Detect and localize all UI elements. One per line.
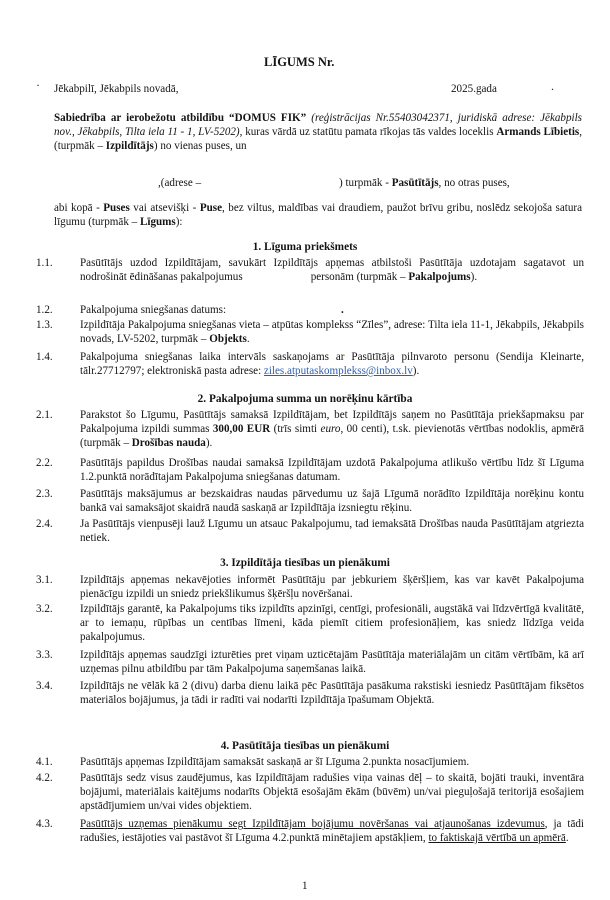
section-2-heading: 2. Pakalpojuma summa un norēķinu kārtība: [197, 393, 413, 405]
executor-representative: Armands Lībietis: [496, 126, 580, 138]
clause-1-2: 1.2. Pakalpojuma sniegšanas datums: .: [36, 304, 344, 316]
clause-3-1: 3.1. Izpildītājs apņemas nekavējoties informēt Pasūtītāju par jebkuriem šķēršļiem, kas var kavēt Pakalpojuma pienācīgu izpildi un sniedz priekšlikumus šķēršļu novēršanai.: [36, 574, 584, 600]
clause-4-2: 4.2. Pasūtītājs sedz visus zaudējumus, kas Izpildītājam radušies viņa vainas dēļ – to skaitā, bojāti trauki, inventāra bojājumi, materiālais kaitējums nodarīts Objektā esošajām ēkām (būvēm) un/vai pieguļošajā teritorijā esošajiem apstādījumiem un/vai vides objektiem.: [36, 772, 584, 812]
customer-address-label: ,(adrese –: [158, 177, 202, 189]
section-3-heading: 3. Izpildītāja tiesības un pienākumi: [220, 557, 390, 569]
margin-mark: ·: [36, 78, 40, 92]
clause-4-3: 4.3. Pasūtītājs uzņemas pienākumu segt Izpildītājam bojājumu novēršanas vai atjaunošanas izdevumus, ja tādi radušies, iestājoties vai pastāvot šī Līguma 4.2.punktā minētajiem apstākļiem, to faktiskajā vērtībā un apmērā.: [36, 818, 584, 844]
clause-3-3: 3.3. Izpildītājs apņemas saudzīgi izturēties pret viņam uzticētajām Pasūtītāja materiālajām un citām vērtībām, kā arī uzņemas pilnu atbildību par tām Pakalpojuma saņemšanas laikā.: [36, 649, 584, 675]
clause-4-1: 4.1. Pasūtītājs apņemas Izpildītājam samaksāt saskaņā ar šī Līguma 2.punkta nosacījumiem.: [36, 756, 470, 768]
section-4-heading: 4. Pasūtītāja tiesības un pienākumi: [220, 740, 390, 752]
page-number: 1: [302, 880, 308, 892]
contact-email-link[interactable]: ziles.atputaskomplekss@inbox.lv: [263, 365, 413, 377]
clause-1-1: 1.1. Pasūtītājs uzdod Izpildītājam, savukārt Izpildītājs apņemas atbilstoši Pasūtītāja uzdotajam sagatavot un nodrošināt ēdināšanas pakalpojumus personām (turpmāk – Pakalpojums).: [36, 257, 584, 283]
section-1-heading: 1. Līguma priekšmets: [252, 241, 358, 253]
executor-registration: (reģistrācijas Nr.55403042371, juridiskā adrese: Jēkabpils nov., Jēkabpils, Tilta iela 11 - 1, LV-5202): [54, 112, 582, 138]
contract-place: Jēkabpilī, Jēkabpils novadā,: [54, 83, 179, 95]
document-title: LĪGUMS Nr.: [264, 55, 335, 69]
clause-3-2: 3.2. Izpildītājs garantē, ka Pakalpojums tiks izpildīts apzinīgi, centīgi, profesionāli, augstākā vai līdzvērtīgā kvalitātē, ar to iemaņu, rūpības un centības līmeni, kāda piemīt citiem profesionāļiem, kas sniedz līdzīga veida pakalpojumus.: [36, 603, 584, 643]
clause-2-3: 2.3. Pasūtītājs maksājumus ar bezskaidras naudas pārvedumu uz šajā Līgumā norādīto Izpildītāja norēķinu kontu bankā vai samaksājot skaidrā naudā saskaņā ar Izpildītāja izsniegtu rēķinu.: [36, 488, 584, 514]
margin-mark: .: [551, 79, 554, 93]
contract-intro: abi kopā - Puses vai atsevišķi - Puse, bez viltus, maldības vai draudiem, paužot brīvu gribu, noslēdz sekojoša satura līgumu (turpmāk – Līgums):: [54, 202, 583, 228]
clause-2-1: 2.1. Parakstot šo Līgumu, Pasūtītājs samaksā Izpildītājam, bet Izpildītājs saņem no Pasūtītāja priekšapmaksu par Pakalpojuma izpildi summas 300,00 EUR (trīs simti euro, 00 centi), t.sk. pievienotās vērtības nodoklis, apmērā (turpmāk – Drošības nauda).: [36, 409, 584, 449]
contract-year: 2025.gada: [451, 83, 497, 95]
clause-2-2: 2.2. Pasūtītājs papildus Drošības naudai samaksā Izpildītājam uzdotā Pakalpojuma atlikušo vērtību līdz šī Līguma 1.2.punktā norādītajam Pakalpojuma sniegšanas datumam.: [36, 457, 584, 483]
party-executor: Sabiedrība ar ierobežotu atbildību “DOMUS FIK” (reģistrācijas Nr.55403042371, juridiskā adrese: Jēkabpils nov., Jēkabpils, Tilta iela 11 - 1, LV-5202), kuras vārdā uz statūtu pamata rīkojas tās valdes loceklis Armands Lībietis, (turpmāk – Izpildītājs) no vienas puses, un: [54, 112, 583, 152]
party-customer: ) turpmāk - Pasūtītājs, no otras puses,: [339, 177, 510, 189]
clause-1-4: 1.4. Pakalpojuma sniegšanas laika intervāls saskaņojams ar Pasūtītāja pilnvaroto personu (Sendija Kleinarte, tālr.27712797; elektroniskā pasta adrese: ziles.atputaskomplekss@inbox.lv).: [36, 351, 584, 377]
executor-name: Sabiedrība ar ierobežotu atbildību “DOMUS FIK”: [54, 112, 307, 124]
clause-1-3: 1.3. Izpildītāja Pakalpojuma sniegšanas vieta – atpūtas komplekss “Zīles”, adrese: Tilta iela 11-1, Jēkabpils, Jēkabpils novads, LV-5202, turpmāk – Objekts.: [36, 319, 584, 345]
clause-3-4: 3.4. Izpildītājs ne vēlāk kā 2 (divu) darba dienu laikā pēc Pasūtītāja pasākuma rakstiski iesniedz Pasūtītājam fiksētos materiālos bojājumus, ja tādi ir radīti vai nodarīti Izpildītāja īpašumam Objektā.: [36, 680, 584, 706]
clause-2-4: 2.4. Ja Pasūtītājs vienpusēji lauž Līgumu un atsauc Pakalpojumu, tad iemaksātā Drošības nauda Pasūtītājam atgriezta netiek.: [36, 518, 584, 544]
